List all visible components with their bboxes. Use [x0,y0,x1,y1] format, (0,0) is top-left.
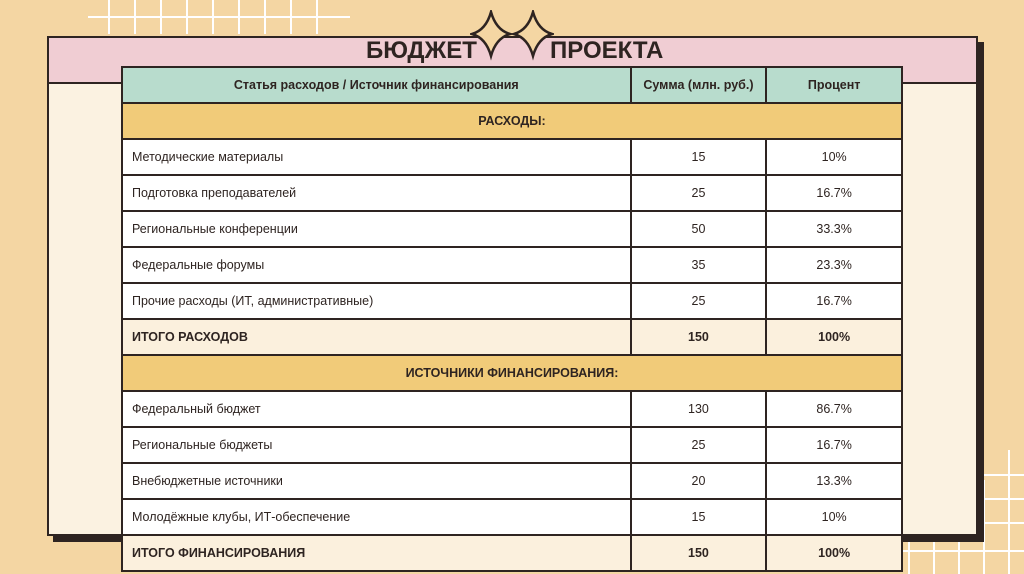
table-row [122,499,902,535]
table-row [122,283,902,319]
column-header-sum: Сумма (млн. руб.) [631,67,767,103]
row-name: Молодёжные клубы, ИТ-обеспечение [122,499,631,535]
row-percent: 10% [766,139,902,175]
row-percent: 13.3% [766,463,902,499]
row-sum: 130 [631,391,767,427]
table-row [122,139,902,175]
table-row [122,175,902,211]
table-header-row [122,67,902,103]
column-header-item: Статья расходов / Источник финансирования [122,67,631,103]
row-percent: 16.7% [766,283,902,319]
row-sum: 15 [631,139,767,175]
total-percent: 100% [766,535,902,571]
row-name: Подготовка преподавателей [122,175,631,211]
row-percent: 10% [766,499,902,535]
total-name: ИТОГО ФИНАНСИРОВАНИЯ [122,535,631,571]
row-sum: 25 [631,175,767,211]
total-sum: 150 [631,535,767,571]
sparkle-stars-icon [470,10,554,62]
table-row [122,427,902,463]
table-row [122,211,902,247]
section-label: РАСХОДЫ: [122,103,902,139]
row-percent: 33.3% [766,211,902,247]
row-sum: 50 [631,211,767,247]
row-name: Региональные конференции [122,211,631,247]
total-percent: 100% [766,319,902,355]
row-sum: 25 [631,283,767,319]
decorative-grid-top [88,0,350,34]
row-name: Прочие расходы (ИТ, административные) [122,283,631,319]
row-percent: 86.7% [766,391,902,427]
total-sum: 150 [631,319,767,355]
table-row [122,391,902,427]
row-name: Федеральный бюджет [122,391,631,427]
row-name: Внебюджетные источники [122,463,631,499]
row-sum: 35 [631,247,767,283]
row-sum: 25 [631,427,767,463]
total-row-expenses [122,319,902,355]
row-name: Региональные бюджеты [122,427,631,463]
total-name: ИТОГО РАСХОДОВ [122,319,631,355]
title-right: ПРОЕКТА [550,37,664,64]
budget-table [121,66,903,572]
total-row-funding [122,535,902,571]
row-name: Федеральные форумы [122,247,631,283]
table-row [122,463,902,499]
table-row [122,247,902,283]
row-percent: 23.3% [766,247,902,283]
row-sum: 15 [631,499,767,535]
column-header-percent: Процент [766,67,902,103]
row-name: Методические материалы [122,139,631,175]
section-row-funding [122,355,902,391]
row-percent: 16.7% [766,175,902,211]
title-left: БЮДЖЕТ [366,37,477,64]
section-label: ИСТОЧНИКИ ФИНАНСИРОВАНИЯ: [122,355,902,391]
row-sum: 20 [631,463,767,499]
section-row-expenses [122,103,902,139]
row-percent: 16.7% [766,427,902,463]
